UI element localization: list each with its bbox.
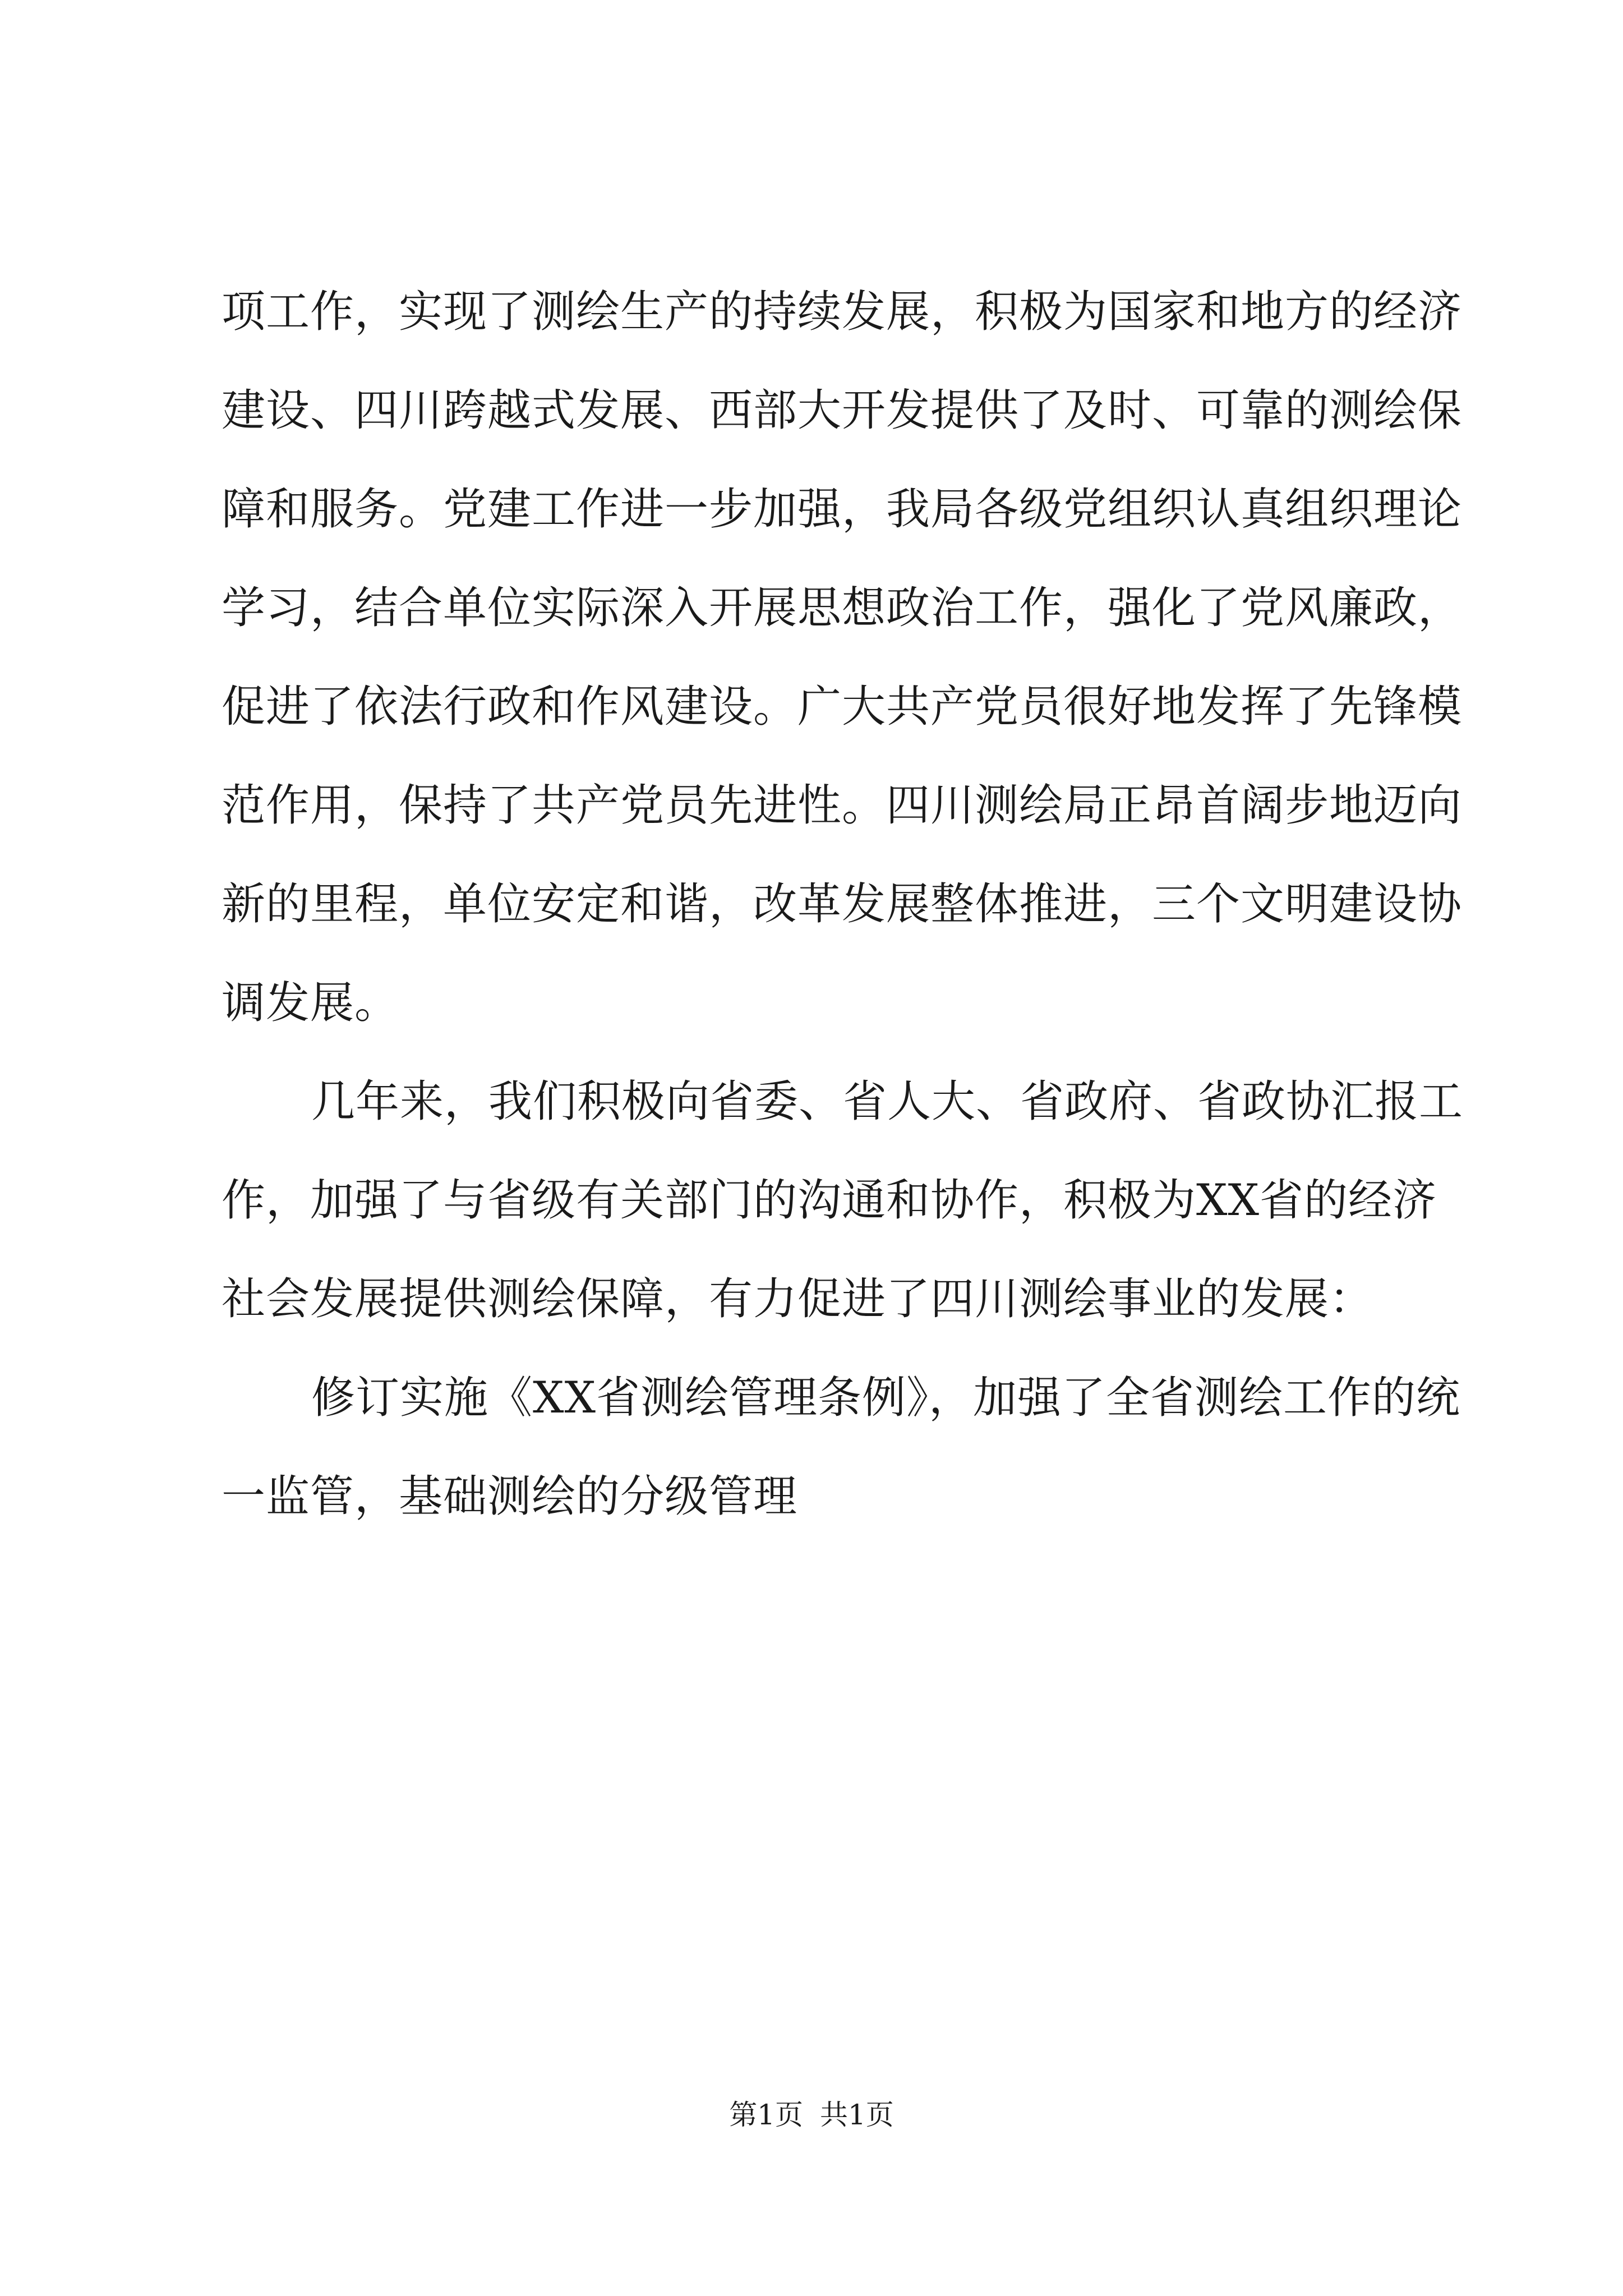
text-line: 障和服务。党建工作进一步加强，我局各级党组织认真组织理论 bbox=[222, 484, 1463, 535]
paragraph-start-line: 几年来，我们积极向省委、省人大、省政府、省政协汇报工 bbox=[311, 1076, 1464, 1127]
total-page-count: 共1页 bbox=[820, 2099, 894, 2131]
document-body bbox=[222, 263, 1464, 1546]
text-line: 学习，结合单位实际深入开展思想政治工作，强化了党风廉政， bbox=[222, 583, 1463, 633]
page-footer bbox=[0, 2095, 1623, 2134]
text-line: 一监管，基础测绘的分级管理 bbox=[222, 1471, 798, 1522]
paragraph-start-line: 修订实施《XX省测绘管理条例》，加强了全省测绘工作的统 bbox=[311, 1373, 1461, 1423]
text-line: 调发展。 bbox=[222, 978, 399, 1028]
text-line: 社会发展提供测绘保障，有力促进了四川测绘事业的发展： bbox=[222, 1274, 1374, 1324]
text-line: 作，加强了与省级有关部门的沟通和协作，积极为XX省的经济 bbox=[222, 1175, 1437, 1226]
text-line: 建设、四川跨越式发展、西部大开发提供了及时、可靠的测绘保 bbox=[222, 385, 1463, 436]
text-line: 促进了依法行政和作风建设。广大共产党员很好地发挥了先锋模 bbox=[222, 682, 1463, 732]
current-page-number: 第1页 bbox=[729, 2099, 803, 2131]
text-line: 新的里程，单位安定和谐，改革发展整体推进，三个文明建设协 bbox=[222, 879, 1463, 930]
text-line: 范作用，保持了共产党员先进性。四川测绘局正昂首阔步地迈向 bbox=[222, 780, 1463, 831]
text-line: 项工作，实现了测绘生产的持续发展，积极为国家和地方的经济 bbox=[222, 287, 1463, 337]
